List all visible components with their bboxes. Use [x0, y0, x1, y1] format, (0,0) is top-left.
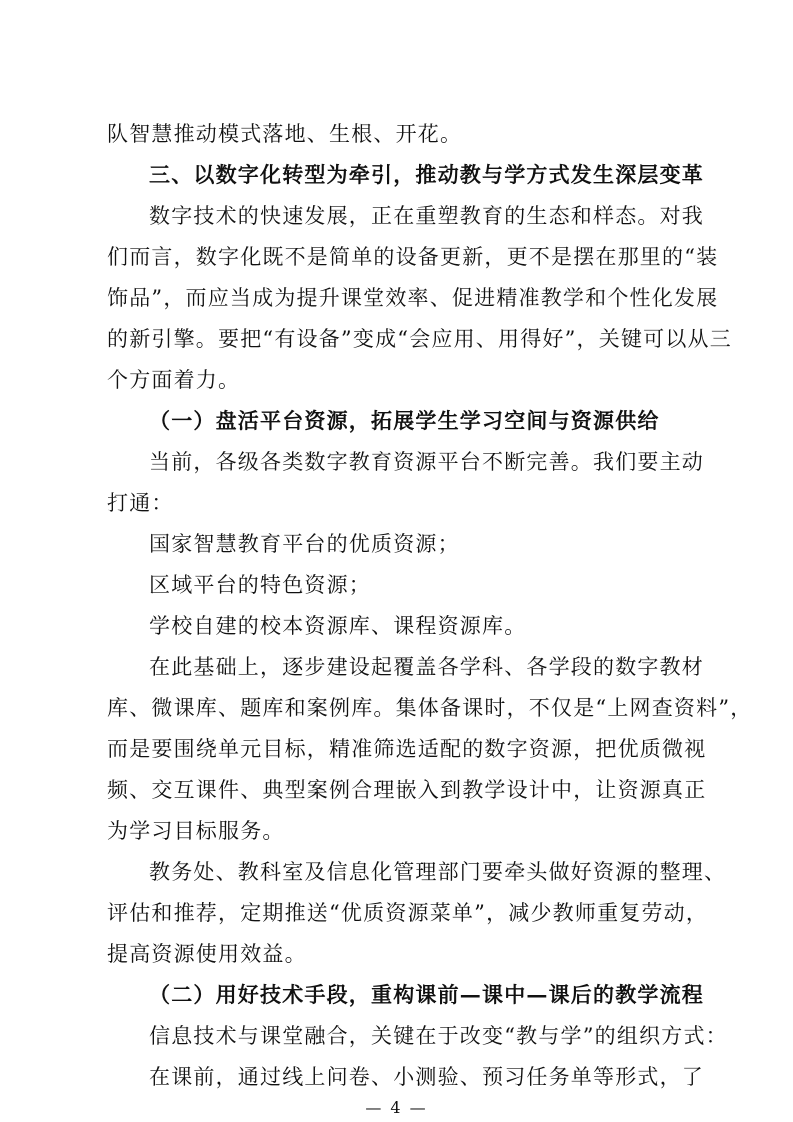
paragraph-line: 的新引擎。要把“有设备”变成“会应用、用得好”，关键可以从三 — [107, 327, 732, 351]
paragraph-line: 们而言，数字化既不是简单的设备更新，更不是摆在那里的“装 — [107, 245, 719, 269]
paragraph-line: 评估和推荐，定期推送“优质资源菜单”，减少教师重复劳动， — [107, 901, 709, 925]
paragraph-line: 数字技术的快速发展，正在重塑教育的生态和样态。对我 — [149, 204, 704, 228]
list-item: 学校自建的校本资源库、课程资源库。 — [149, 614, 527, 638]
paragraph-line: 信息技术与课堂融合，关键在于改变“教与学”的组织方式： — [149, 1024, 728, 1048]
page-number: — 4 — — [365, 1098, 428, 1117]
paragraph-line: 饰品”，而应当成为提升课堂效率、促进精准教学和个性化发展 — [107, 286, 719, 310]
paragraph-line: 在此基础上，逐步建设起覆盖各学科、各学段的数字教材 — [149, 655, 704, 679]
list-item: 区域平台的特色资源； — [149, 573, 371, 597]
subsection-heading: （二）用好技术手段，重构课前—课中—课后的教学流程 — [149, 982, 704, 1007]
paragraph-line: 队智慧推动模式落地、生根、开花。 — [107, 122, 463, 146]
paragraph-line: 当前，各级各类数字教育资源平台不断完善。我们要主动 — [149, 450, 704, 474]
paragraph-line: 库、微课库、题库和案例库。集体备课时，不仅是“上网查资料”， — [107, 696, 753, 720]
paragraph-line: 教务处、教科室及信息化管理部门要牵头做好资源的整理、 — [149, 860, 727, 884]
list-item: 国家智慧教育平台的优质资源； — [149, 532, 460, 556]
section-heading: 三、以数字化转型为牵引，推动教与学方式发生深层变革 — [149, 162, 704, 187]
paragraph-line: 为学习目标服务。 — [107, 819, 285, 843]
subsection-heading: （一）盘活平台资源，拓展学生学习空间与资源供给 — [149, 408, 660, 433]
paragraph-line: 个方面着力。 — [107, 368, 241, 392]
paragraph-line: 而是要围绕单元目标，精准筛选适配的数字资源，把优质微视 — [107, 737, 707, 761]
paragraph-line: 在课前，通过线上问卷、小测验、预习任务单等形式，了 — [149, 1065, 704, 1089]
paragraph-line: 提高资源使用效益。 — [107, 942, 307, 966]
paragraph-line: 打通： — [107, 491, 174, 515]
paragraph-line: 频、交互课件、典型案例合理嵌入到教学设计中，让资源真正 — [107, 778, 707, 802]
